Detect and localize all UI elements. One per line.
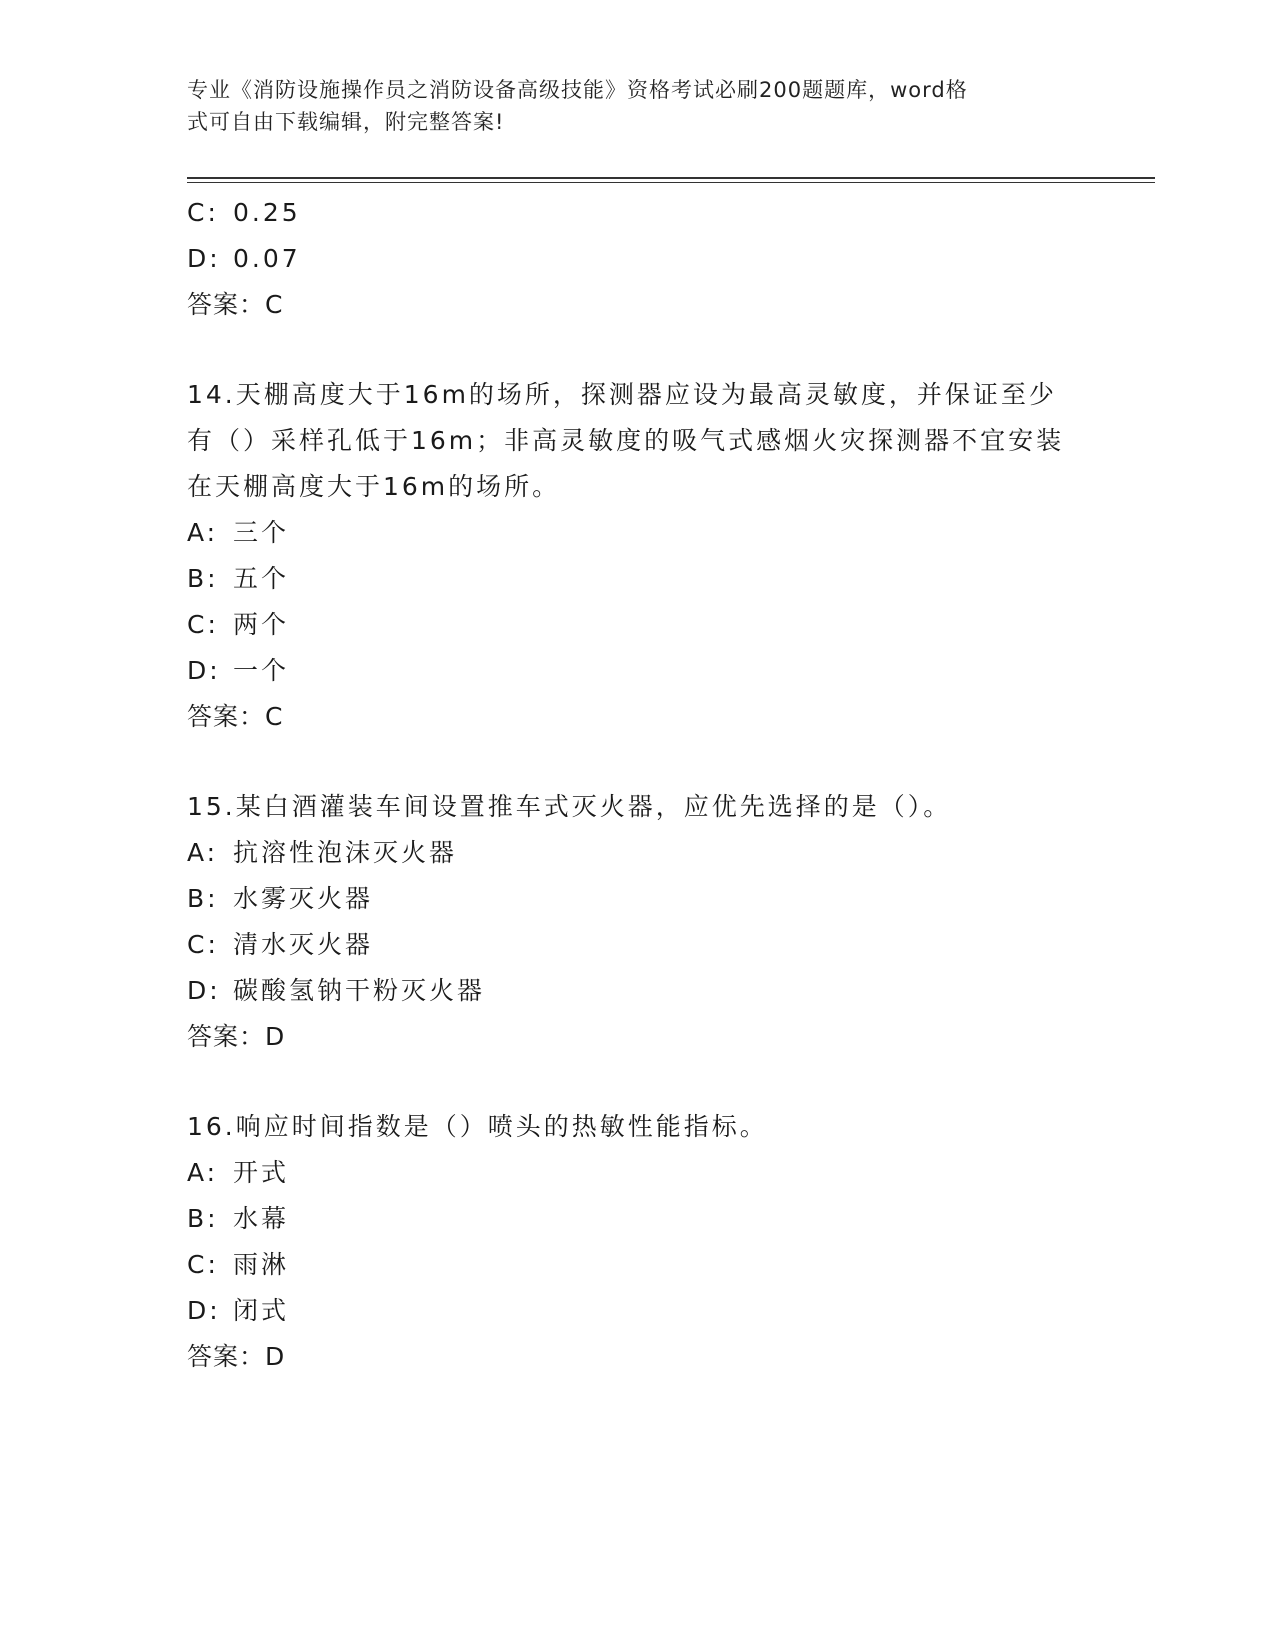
option-a: [187, 510, 1087, 556]
header-divider: [187, 177, 1155, 183]
answer-text: 答案：C: [187, 290, 284, 319]
option-label: D:: [187, 1296, 221, 1325]
option-label: C:: [187, 1250, 219, 1279]
option-c: [187, 922, 1087, 968]
question-stem-line: 有（）采样孔低于16m；非高灵敏度的吸气式感烟火灾探测器不宜安装: [187, 426, 1065, 455]
option-label: C:: [187, 930, 219, 959]
option-text: 五个: [233, 564, 290, 593]
answer-text: 答案：D: [187, 1342, 286, 1371]
question-15: [187, 784, 1087, 1060]
option-text: 雨淋: [233, 1250, 290, 1279]
option-a: [187, 830, 1087, 876]
option-d: [187, 968, 1087, 1014]
header-title-line-2: 式可自由下载编辑，附完整答案!: [187, 110, 505, 134]
option-text: 碳酸氢钠干粉灭火器: [233, 976, 486, 1005]
option-b: [187, 1196, 1087, 1242]
option-text: 开式: [233, 1158, 290, 1187]
header-title-line-1: 专业《消防设施操作员之消防设备高级技能》资格考试必刷200题题库，word格: [187, 78, 968, 102]
question-stem-line: 15.某白酒灌装车间设置推车式灭火器，应优先选择的是（）。: [187, 792, 952, 821]
option-label: B:: [187, 1204, 219, 1233]
option-text: 清水灭火器: [233, 930, 374, 959]
option-b: [187, 556, 1087, 602]
answer-text: 答案：C: [187, 702, 284, 731]
question-stem-line: 16.响应时间指数是（）喷头的热敏性能指标。: [187, 1112, 768, 1141]
option-text: 水幕: [233, 1204, 290, 1233]
option-b: [187, 876, 1087, 922]
option-text: 0.07: [233, 244, 301, 273]
option-d: [187, 648, 1087, 694]
option-a: [187, 1150, 1087, 1196]
option-label: B:: [187, 884, 219, 913]
option-label: C:: [187, 198, 219, 227]
question-16: [187, 1104, 1087, 1380]
option-text: 0.25: [233, 198, 301, 227]
option-d: [187, 1288, 1087, 1334]
document-body: [187, 190, 1087, 1380]
option-label: D:: [187, 244, 221, 273]
option-text: 水雾灭火器: [233, 884, 374, 913]
spacer: [187, 1060, 1087, 1104]
option-label: D:: [187, 656, 221, 685]
option-d: [187, 236, 1087, 282]
option-label: B:: [187, 564, 219, 593]
option-text: 三个: [233, 518, 290, 547]
question-stem-line: 14.天棚高度大于16m的场所，探测器应设为最高灵敏度，并保证至少: [187, 380, 1057, 409]
option-label: A:: [187, 838, 219, 867]
option-label: A:: [187, 1158, 219, 1187]
answer-text: 答案：D: [187, 1022, 286, 1051]
document-header: [187, 74, 1067, 138]
option-text: 抗溶性泡沫灭火器: [233, 838, 458, 867]
option-text: 一个: [233, 656, 290, 685]
option-label: A:: [187, 518, 219, 547]
spacer: [187, 328, 1087, 372]
spacer: [187, 740, 1087, 784]
option-c: [187, 602, 1087, 648]
option-text: 闭式: [233, 1296, 290, 1325]
option-label: C:: [187, 610, 219, 639]
question-13-partial: [187, 190, 1087, 328]
option-text: 两个: [233, 610, 290, 639]
option-c: [187, 190, 1087, 236]
option-label: D:: [187, 976, 221, 1005]
question-stem-line: 在天棚高度大于16m的场所。: [187, 472, 561, 501]
option-c: [187, 1242, 1087, 1288]
question-14: [187, 372, 1087, 740]
